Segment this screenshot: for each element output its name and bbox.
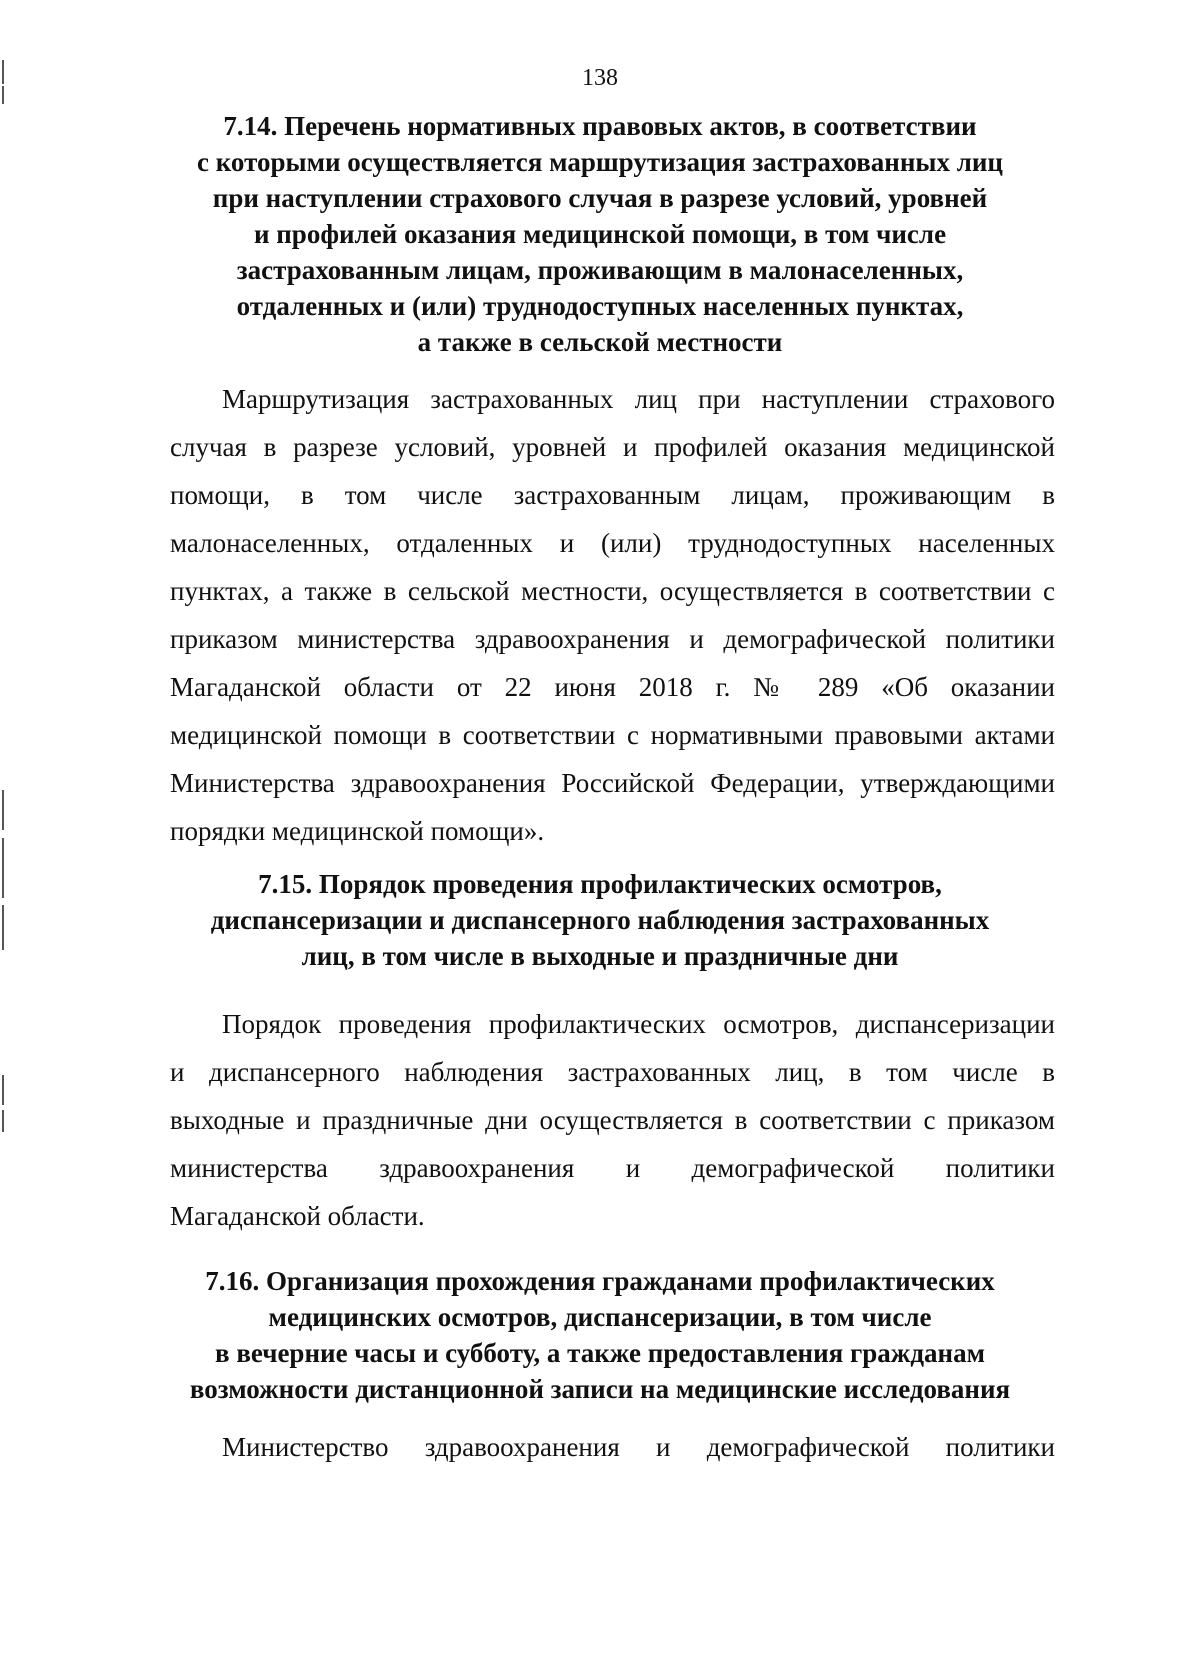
paragraph-line: медицинской помощи в соответствии с нормативными правовыми актами — [170, 720, 1055, 750]
paragraph-line: помощи, в том числе застрахованным лицам, проживающим в — [170, 480, 1055, 510]
heading-line: возможности дистанционной записи на медицинские исследования — [189, 1374, 1011, 1404]
heading-line: с которыми осуществляется маршрутизация застрахованных лиц — [196, 147, 1003, 177]
paragraph-line: случая в разрезе условий, уровней и профилей оказания медицинской — [170, 432, 1055, 462]
paragraph-line: Маршрутизация застрахованных лиц при наступлении страхового — [222, 384, 1055, 414]
heading-line: застрахованным лицам, проживающим в малонаселенных, — [236, 255, 964, 285]
heading-line: а также в сельской местности — [417, 327, 783, 357]
heading-line: медицинских осмотров, диспансеризации, в том числе — [268, 1302, 932, 1332]
paragraph-line: Магаданской области. — [170, 1201, 425, 1231]
section-heading-7-15 — [150, 866, 1050, 974]
paragraph-line: Магаданской области от 22 июня 2018 г. № 289 «Об оказании — [170, 672, 1055, 702]
heading-line: 7.15. Порядок проведения профилактических осмотров, — [258, 869, 942, 899]
heading-line: 7.14. Перечень нормативных правовых актов, в соответствии — [223, 111, 977, 141]
paragraph-line: приказом министерства здравоохранения и демографической политики — [170, 624, 1055, 654]
heading-line: и профилей оказания медицинской помощи, в том числе — [253, 219, 947, 249]
section-heading-7-16 — [150, 1263, 1050, 1407]
heading-line: при наступлении страхового случая в разрезе условий, уровней — [212, 183, 988, 213]
paragraph-line: порядки медицинской помощи». — [170, 816, 545, 846]
paragraph-line: министерства здравоохранения и демографической политики — [170, 1153, 1055, 1183]
section-paragraph-7-15 — [170, 1000, 1055, 1240]
section-paragraph-7-16 — [170, 1423, 1055, 1471]
paragraph-line: пунктах, а также в сельской местности, осуществляется в соответствии с — [170, 576, 1055, 606]
scan-margin-marks — [0, 0, 12, 1661]
section-heading-7-14 — [150, 108, 1050, 360]
heading-line: диспансеризации и диспансерного наблюдения застрахованных — [210, 905, 990, 935]
paragraph-line: и диспансерного наблюдения застрахованных лиц, в том числе в — [170, 1057, 1055, 1087]
page-number: 138 — [582, 65, 618, 91]
paragraph-line: Порядок проведения профилактических осмотров, диспансеризации — [222, 1009, 1055, 1039]
heading-line: в вечерние часы и субботу, а также предоставления гражданам — [215, 1338, 985, 1368]
paragraph-line: Министерства здравоохранения Российской Федерации, утверждающими — [170, 768, 1055, 798]
paragraph-line: малонаселенных, отдаленных и (или) труднодоступных населенных — [170, 528, 1055, 558]
heading-line: 7.16. Организация прохождения гражданами профилактических — [205, 1266, 995, 1296]
paragraph-line: выходные и праздничные дни осуществляется в соответствии с приказом — [170, 1105, 1055, 1135]
paragraph-line: Министерство здравоохранения и демографической политики — [222, 1432, 1055, 1462]
heading-line: лиц, в том числе в выходные и праздничные дни — [301, 941, 899, 971]
section-paragraph-7-14 — [170, 375, 1055, 855]
heading-line: отдаленных и (или) труднодоступных населенных пунктах, — [236, 291, 964, 321]
